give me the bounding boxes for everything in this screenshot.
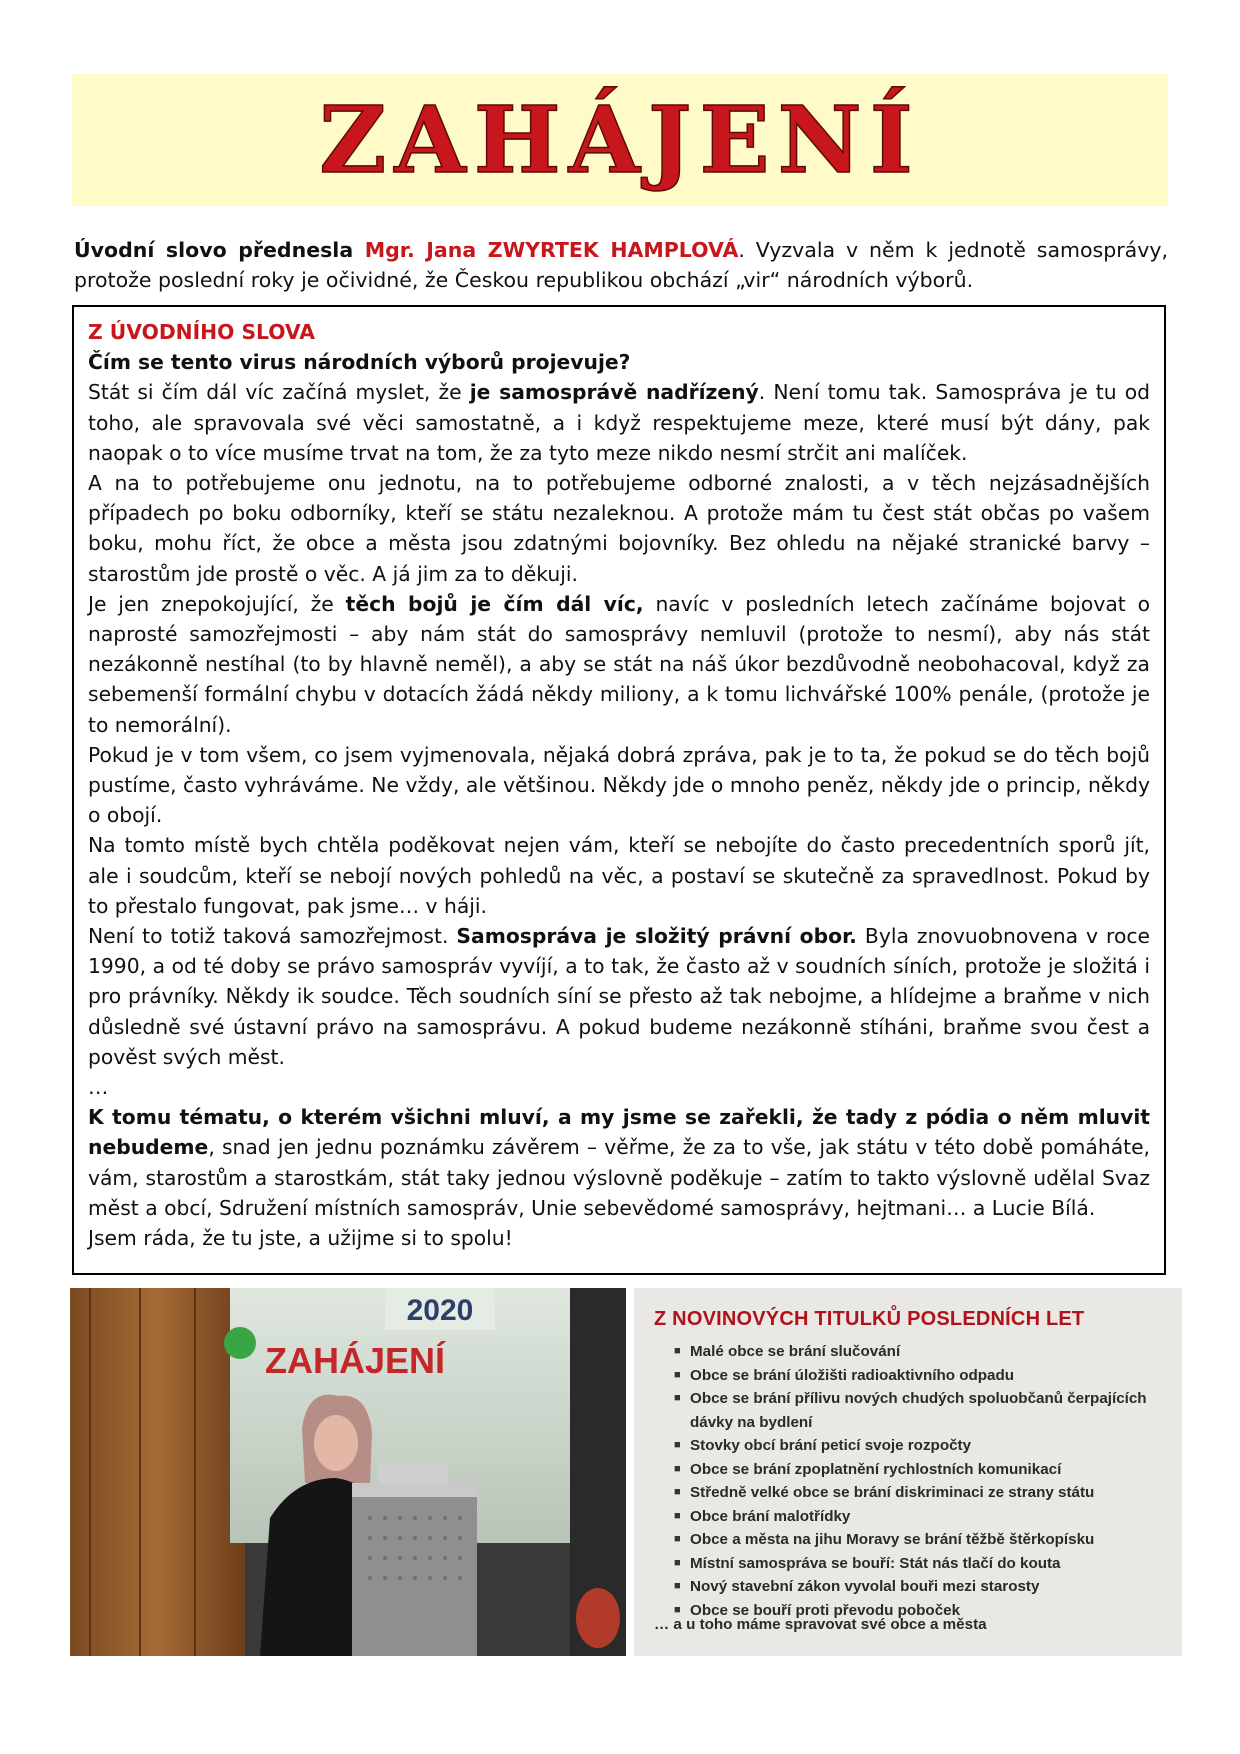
headline-item: ■ Obce se brání zpoplatnění rychlostních komunikací <box>674 1458 1147 1482</box>
quote-paragraph: A na to potřebujeme onu jednotu, na to potřebujeme odborné znalosti, a v těch nejzásadnějších případech po boku odborníky, kteří se státu nezaleknou. A protože mám tu čest stát občas po vašem boku, mohu říct, že obce a města jsou zdatnými bojovníky. Bez ohledu na nějaké stranické barvy – starostům jde prostě o věc. A já jim za to děkuji. <box>88 471 1150 586</box>
headline-item: ■ Obce se bouří proti převodu poboček <box>674 1599 1147 1623</box>
intro-lead: Úvodní slovo přednesla <box>74 238 365 262</box>
text-run: Je jen znepokojující, že <box>88 591 346 616</box>
headline-item-continuation: dávky na bydlení <box>690 1413 813 1431</box>
quote-paragraph: Pokud je v tom všem, co jsem vyjmenovala, nějaká dobrá zpráva, pak je to ta, že pokud se do těch bojů pustíme, často vyhráváme. Ne vždy, ale většinou. Někdy jde o mnoho peněz, někdy jde o princip, někdy o obojí. <box>88 742 1150 828</box>
quote-ellipsis: … <box>88 1075 109 1100</box>
text-run-bold: K tomu tématu, o kterém všichni mluví, a my jsme se zařekli, že tady z pódia o něm mluvit nebudeme <box>88 1105 1150 1160</box>
headline-item: ■ Místní samospráva se bouří: Stát nás tlačí do kouta <box>674 1552 1147 1576</box>
quote-paragraph <box>88 921 1150 1072</box>
text-run-bold: těch bojů je čím dál víc, <box>345 591 644 616</box>
speaker-name: Mgr. Jana ZWYRTEK HAMPLOVÁ <box>364 238 739 262</box>
headlines-footer: … a u toho máme spravovat své obce a města <box>654 1616 987 1633</box>
page-title: ZAHÁJENÍ <box>319 86 921 194</box>
title-banner <box>72 74 1168 206</box>
headline-item: ■ Obce a města na jihu Moravy se brání těžbě štěrkopísku <box>674 1528 1147 1552</box>
screen-year: 2020 <box>406 1294 474 1327</box>
headlines-list <box>674 1340 1147 1622</box>
quote-heading: Z ÚVODNÍHO SLOVA <box>88 320 315 344</box>
quote-paragraph: Na tomto místě bych chtěla poděkovat nejen vám, kteří se nebojíte do často precedentních sporů jít, ale i soudcům, kteří se nebojí nových pohledů na věc, a postaví se skutečně za spravedlnost. Pokud by to přestalo fungovat, pak jsme… v háji. <box>88 833 1150 918</box>
headline-item: ■ Středně velké obce se brání diskriminaci ze strany státu <box>674 1481 1147 1505</box>
text-run: Stát si čím dál víc začíná myslet, že <box>88 380 470 405</box>
quote-paragraph <box>88 377 1150 468</box>
text-run: navíc v posledních letech začínáme bojovat o naprosté samozřejmosti – aby nám stát do samosprávy nemluvil (protože to nesmí), aby nás stát nezákonně nestíhal (to by hlavně neměl), a aby se stát na náš úkor bezdůvodně neobohacoval, když za sebemenší formální chybu v dotacích žádá někdy miliony, a k tomu lichvářské 100% penále, (protože je to nemorální). <box>88 591 1150 737</box>
speaker-photo-illustration <box>70 1288 626 1656</box>
intro-paragraph <box>74 235 1168 295</box>
headline-item: ■ Obce brání malotřídky <box>674 1505 1147 1529</box>
text-run: , snad jen jednu poznámku závěrem – věřme, že za to vše, jak státu v této době pomáháte, vám, starostům a starostkám, stát taky jednou výslovně poděkuje – zatím to takto výslovně udělal Svaz měst a obcí, Sdružení místních samospráv, Unie sebevědomé samosprávy, hejtmani… a Lucie Bílá. <box>88 1135 1150 1220</box>
text-run-bold: je samosprávě nadřízený <box>469 380 759 405</box>
text-run: Byla znovuobnovena v roce 1990, a od té doby se právo samospráv vyvíjí, a to tak, že často až v soudních síních, protože je složitá i pro právníky. Někdy ik soudce. Těch soudních síní se přesto až tak nebojme, a hlídejme a braňme v nich důsledně své ústavní právo na samosprávu. A pokud budeme nezákonně stíháni, braňme svou čest a pověst svých měst. <box>88 924 1150 1069</box>
quote-paragraph <box>88 589 1150 740</box>
headline-item: ■ Malé obce se brání slučování <box>674 1340 1147 1364</box>
text-run-bold: Samospráva je složitý právní obor. <box>456 924 857 949</box>
quote-paragraph <box>88 1102 1150 1223</box>
headline-item: ■ Obce se brání úložišti radioaktivního odpadu <box>674 1364 1147 1388</box>
text-run: Není to totiž taková samozřejmost. <box>88 924 457 949</box>
quote-closing: Jsem ráda, že tu jste, a užijme si to spolu! <box>88 1226 513 1251</box>
quote-box <box>72 305 1166 1275</box>
headline-item: ■ Stovky obcí brání peticí svoje rozpočty <box>674 1434 1147 1458</box>
text-run: . Není tomu tak. Samospráva je tu od toho, ale spravovala své věci samostatně, a i když respektujeme meze, které musí být dány, pak naopak o to více musíme trvat na tom, že za tyto meze nikdo nesmí strčit ani malíček. <box>88 380 1150 465</box>
screen-title: ZAHÁJENÍ <box>265 1340 446 1381</box>
headline-item: ■ Nový stavební zákon vyvolal bouři mezi starosty <box>674 1575 1147 1599</box>
speaker-photo <box>70 1288 626 1656</box>
headlines-title: Z NOVINOVÝCH TITULKŮ POSLEDNÍCH LET <box>654 1308 1085 1330</box>
headlines-photo <box>634 1288 1182 1656</box>
quote-question: Čím se tento virus národních výborů projevuje? <box>88 350 631 375</box>
intro-rest: . Vyzvala v něm k jednotě samosprávy, protože poslední roky je očividné, že Českou republikou obchází „vir“ národních výborů. <box>74 238 1168 292</box>
headline-item: ■ Obce se brání přílivu nových chudých spoluobčanů čerpajících <box>674 1387 1147 1411</box>
